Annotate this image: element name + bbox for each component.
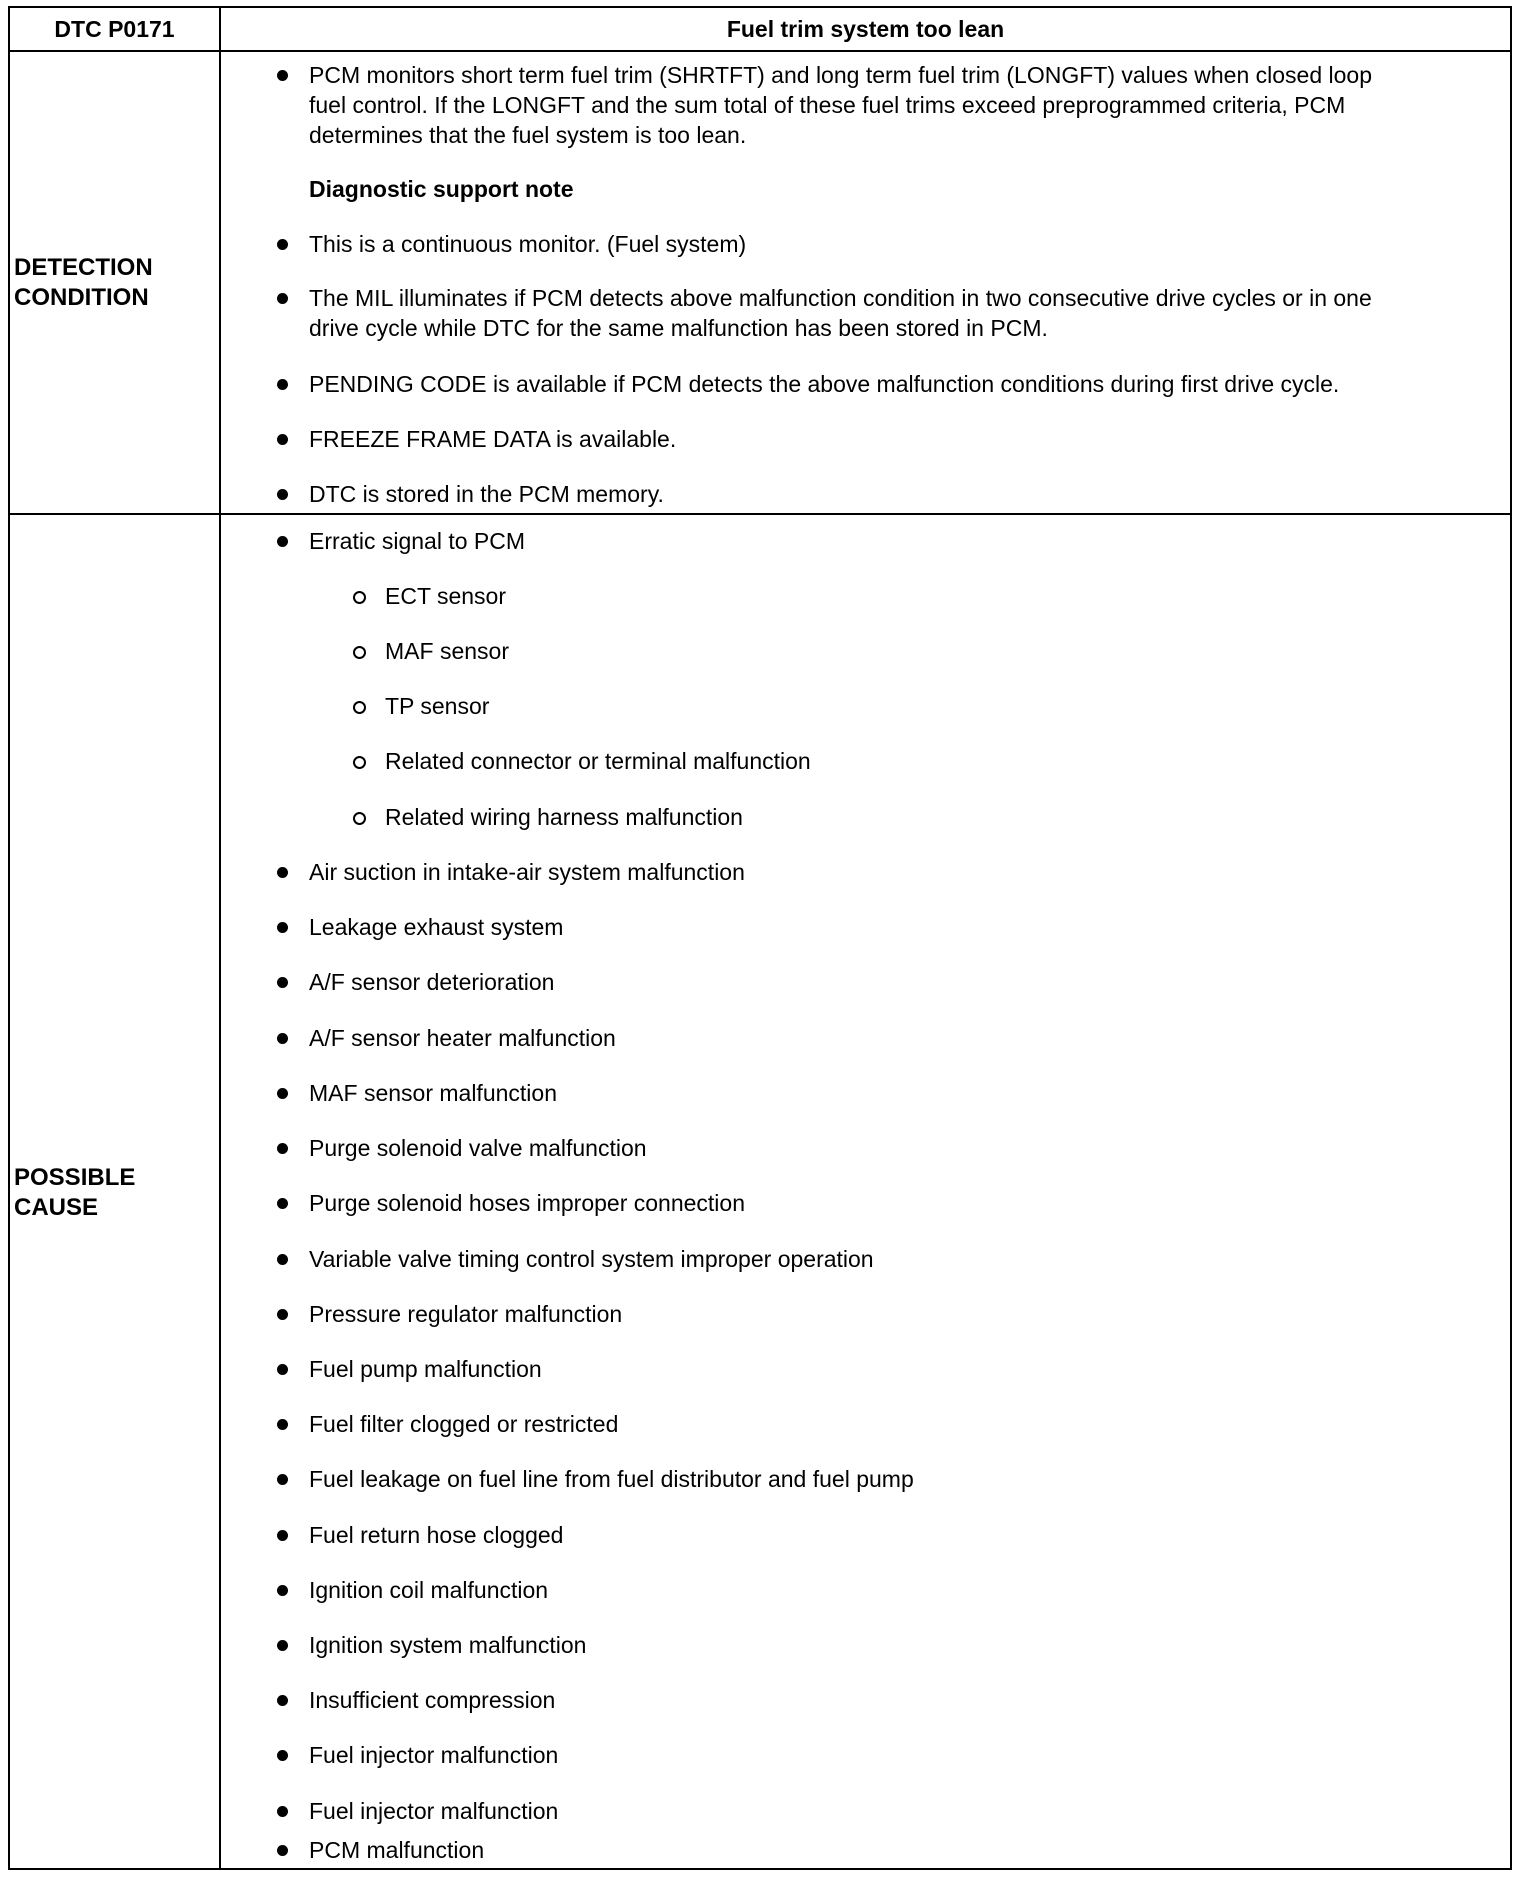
bullet-icon xyxy=(277,1088,288,1099)
circle-bullet-icon xyxy=(353,756,366,769)
bullet-icon xyxy=(277,1143,288,1154)
bullet-icon xyxy=(277,867,288,878)
circle-bullet-icon xyxy=(353,646,366,659)
bullet-icon xyxy=(277,1695,288,1706)
bullet-icon xyxy=(277,1806,288,1817)
bullet-icon xyxy=(277,1033,288,1044)
cause-label-line1: POSSIBLE xyxy=(14,1163,136,1191)
cause-label-line2: CAUSE xyxy=(14,1193,99,1221)
circle-bullet-icon xyxy=(353,591,366,604)
bullet-icon xyxy=(277,1198,288,1209)
bullet-icon xyxy=(277,1585,288,1596)
possible-cause-label xyxy=(10,515,219,1870)
dtc-code-header: DTC P0171 xyxy=(54,15,175,42)
detection-condition-content: PCM monitors short term fuel trim (SHRTFT) and long term fuel trim (LONGFT) values when closed loop fuel control. If the LONGFT and the sum total of these fuel trims exceed preprogrammed criteria, PCM determines that the fuel system is too lean. Diagnostic support note This is a continuous monitor. (Fuel system) The MIL illuminates if PCM detects above malfunction condition in two consecutive drive cycles or in one drive cycle while DTC for the same malfunction has been stored in PCM. PENDING CODE is available if PCM detects the above malfunction conditions during first drive cycle. FREEZE FRAME DATA is available. DTC is stored in the PCM memory. xyxy=(221,52,1510,513)
bullet-icon xyxy=(277,1845,288,1856)
bullet-icon xyxy=(277,489,288,500)
bullet-icon xyxy=(277,293,288,304)
bullet-icon xyxy=(277,922,288,933)
bullet-icon xyxy=(277,1364,288,1375)
bullet-icon xyxy=(277,1254,288,1265)
bullet-icon xyxy=(277,1309,288,1320)
detection-label-line1: DETECTION xyxy=(14,253,153,281)
bullet-icon xyxy=(277,379,288,390)
detection-condition-label xyxy=(10,52,219,513)
circle-bullet-icon xyxy=(353,812,366,825)
dtc-title-header: Fuel trim system too lean xyxy=(726,15,1005,42)
bullet-icon xyxy=(277,1419,288,1430)
bullet-icon xyxy=(277,1474,288,1485)
bullet-icon xyxy=(277,1640,288,1651)
dtc-table xyxy=(8,6,1512,1870)
possible-cause-content: Erratic signal to PCM ECT sensor MAF sensor TP sensor Related connector or terminal malfunction Related wiring harness malfunction Air suction in intake-air system malfunction Leakage exhaust system A/F sensor deterioration A/F sensor heater malfunction MAF sensor malfunction Purge solenoid valve malfunction Purge solenoid hoses improper connection Variable valve timing control system improper operation Pressure regulator malfunction Fuel pump malfunction Fuel filter clogged or restricted Fuel leakage on fuel line from fuel distributor and fuel pump Fuel return hose clogged Ignition coil malfunction Ignition system malfunction Insufficient compression Fuel injector malfunction Fuel injector malfunction PCM malfunction xyxy=(221,515,1510,1870)
circle-bullet-icon xyxy=(353,701,366,714)
bullet-icon xyxy=(277,536,288,547)
bullet-icon xyxy=(277,1750,288,1761)
bullet-icon xyxy=(277,977,288,988)
bullet-icon xyxy=(277,239,288,250)
bullet-icon xyxy=(277,434,288,445)
bullet-icon xyxy=(277,1530,288,1541)
detection-label-line2: CONDITION xyxy=(14,283,149,311)
bullet-icon xyxy=(277,70,288,81)
